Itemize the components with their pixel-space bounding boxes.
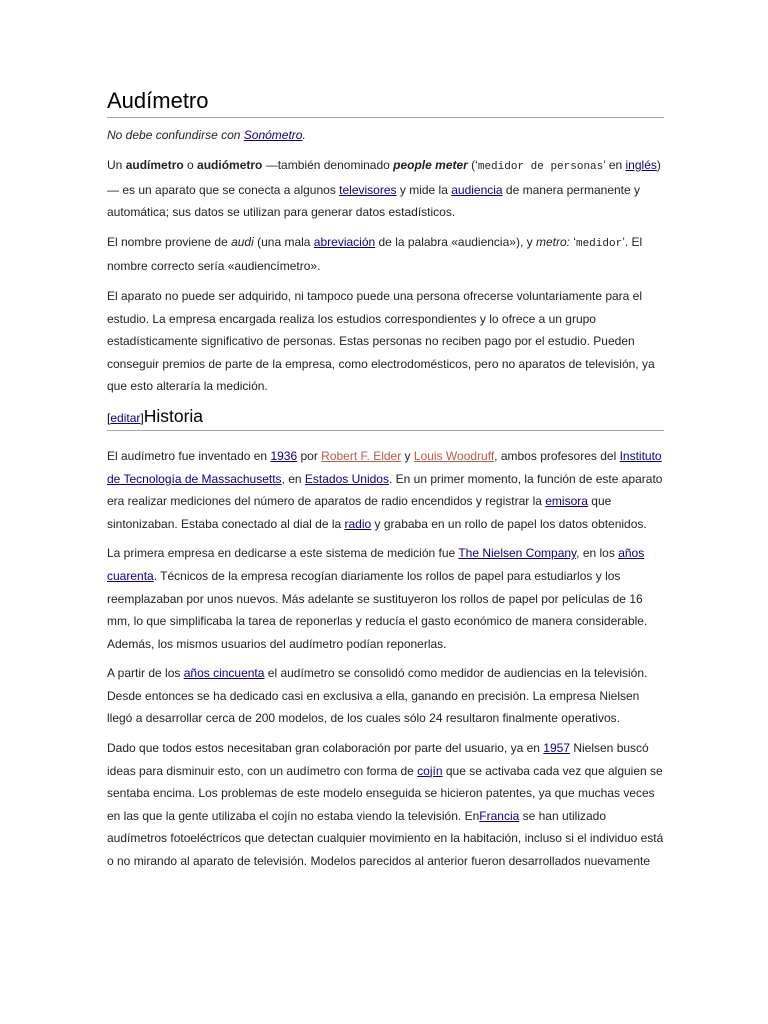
edit-link[interactable]: editar bbox=[110, 410, 141, 425]
text: . Técnicos de la empresa recogían diariamente los rollos de papel para estudiarlos y los reemplazaban por unos nuevos. Más adelante se sustituyeron los rollos de papel por películas de 16 mm, lo que simplificaba la tarea de reponerlas y reducía el gasto económico de manera considerable. Además, los mismos usuarios del audímetro podían reponerlas. bbox=[107, 568, 648, 651]
text: por bbox=[297, 448, 322, 463]
link-louis-woodruff[interactable]: Louis Woodruff bbox=[413, 448, 495, 463]
link-ingles[interactable]: inglés bbox=[625, 158, 657, 172]
link-1957[interactable]: 1957 bbox=[543, 741, 570, 756]
link-1936[interactable]: 1936 bbox=[270, 448, 298, 463]
text: Dado que todos estos necesitaban gran colaboración por parte del usuario, ya en bbox=[107, 741, 544, 756]
text: de manera permanente y automática; sus datos se utilizan para generar datos estadísticos. bbox=[107, 182, 641, 220]
section-heading-historia bbox=[107, 405, 664, 431]
text: se han utilizado audímetros fotoeléctricos que detectan cualquier movimiento en la habitación, incluso si el individuo está o no mirando al aparato de televisión. Modelos parecidos al anterior fueron desarrollados nuevamente bbox=[107, 808, 664, 869]
edit-section bbox=[107, 411, 144, 425]
link-mit[interactable]: Instituto de Tecnología de Massachusetts bbox=[107, 448, 662, 486]
link-estados-unidos[interactable]: Estados Unidos bbox=[304, 471, 389, 486]
text: El nombre proviene de bbox=[107, 234, 232, 249]
link-anos-cuarenta[interactable]: años cuarenta bbox=[107, 546, 645, 583]
text: , en los bbox=[576, 546, 619, 561]
italic-term: metro: bbox=[535, 234, 570, 249]
historia-paragraph-1 bbox=[107, 445, 664, 535]
text: ’. El nombre correcto sería «audiencímetro». bbox=[107, 234, 643, 274]
hatnote bbox=[107, 127, 664, 143]
bold-italic-term: people meter bbox=[393, 158, 468, 172]
text: ’ en bbox=[603, 158, 626, 172]
bracket: [ bbox=[107, 410, 111, 425]
translation-gloss: medidor de personas bbox=[477, 161, 604, 173]
text: La primera empresa en dedicarse a este sistema de medición fue bbox=[107, 546, 459, 561]
historia-paragraph-4 bbox=[107, 737, 664, 873]
page-title: Audímetro bbox=[107, 86, 664, 118]
text: . En un primer momento, la función de este aparato era realizar mediciones del número de aparatos de radio encendidos y registrar la bbox=[107, 471, 663, 509]
intro-paragraph-3: El aparato no puede ser adquirido, ni tampoco puede una persona ofrecerse voluntariamente para el estudio. La empresa encargada realiza los estudios correspondientes y lo ofrece a un grupo estadísticamente significativo de personas. Estas personas no reciben pago por el estudio. Pueden conseguir premios de parte de la empresa, como electrodomésticos, pero no aparatos de televisión, ya que esto alteraría la medición. bbox=[107, 288, 655, 394]
link-audiencia[interactable]: audiencia bbox=[451, 182, 503, 197]
hatnote-suffix: . bbox=[302, 128, 306, 142]
text: , en bbox=[281, 471, 305, 486]
intro-paragraph-2 bbox=[107, 231, 664, 278]
link-emisora[interactable]: emisora bbox=[545, 494, 588, 509]
link-abreviacion[interactable]: abreviación bbox=[313, 234, 376, 249]
bold-term: audímetro bbox=[125, 158, 184, 172]
historia-paragraph-3 bbox=[107, 662, 664, 730]
text: —también denominado bbox=[262, 158, 394, 172]
hatnote-prefix: No debe confundirse con bbox=[107, 128, 244, 142]
text: El audímetro fue inventado en bbox=[107, 448, 271, 463]
link-televisores[interactable]: televisores bbox=[339, 182, 397, 197]
intro-paragraph-1 bbox=[107, 154, 664, 224]
text: Un bbox=[107, 158, 126, 172]
bracket: ] bbox=[140, 410, 144, 425]
link-nielsen-company[interactable]: The Nielsen Company bbox=[458, 546, 577, 561]
text: A partir de los bbox=[107, 666, 184, 681]
link-francia[interactable]: Francia bbox=[479, 808, 520, 823]
text: que sintonizaban. Estaba conectado al dial de la bbox=[107, 494, 612, 531]
text: que se activaba cada vez que alguien se sentaba encima. Los problemas de este modelo enseguida se hicieron patentes, ya que muchas veces en las que la gente utilizaba el cojín no estaba viendo la televisión. En bbox=[107, 763, 663, 823]
text: y grababa en un rollo de papel los datos obtenidos. bbox=[371, 516, 647, 531]
link-sonometro[interactable]: Sonómetro bbox=[243, 128, 303, 142]
section-title: Historia bbox=[143, 405, 204, 426]
link-anos-cincuenta[interactable]: años cincuenta bbox=[183, 666, 265, 681]
link-cojin[interactable]: cojín bbox=[417, 763, 443, 778]
text: )— es un aparato que se conecta a algunos bbox=[107, 158, 661, 197]
text: el audímetro se consolidó como medidor de audiencias en la televisión. Desde entonces se ha dedicado casi en exclusiva a ella, ganando en precisión. La empresa Nielsen llegó a desarrollar cerca de 200 modelos, de los cuales sólo 24 resultaron finalmente operativos. bbox=[107, 666, 648, 726]
historia-paragraph-2 bbox=[107, 542, 664, 655]
italic-term: audi bbox=[231, 234, 254, 249]
article-content bbox=[107, 86, 664, 880]
text: y bbox=[401, 448, 414, 463]
text: de la palabra «audiencia»), y bbox=[375, 234, 536, 249]
spacer bbox=[107, 431, 664, 445]
text: Nielsen buscó ideas para disminuir esto, con un audímetro con forma de bbox=[107, 741, 649, 778]
text: ‘ bbox=[569, 234, 576, 249]
link-robert-elder[interactable]: Robert F. Elder bbox=[321, 448, 402, 463]
link-radio[interactable]: radio bbox=[344, 516, 372, 531]
text: y mide la bbox=[396, 182, 452, 197]
bold-term: audiómetro bbox=[197, 158, 263, 172]
translation-gloss: medidor bbox=[575, 237, 623, 250]
text: , ambos profesores del bbox=[494, 448, 620, 463]
text: (una mala bbox=[253, 234, 314, 249]
text: o bbox=[183, 158, 198, 172]
text: (‘ bbox=[467, 158, 478, 172]
